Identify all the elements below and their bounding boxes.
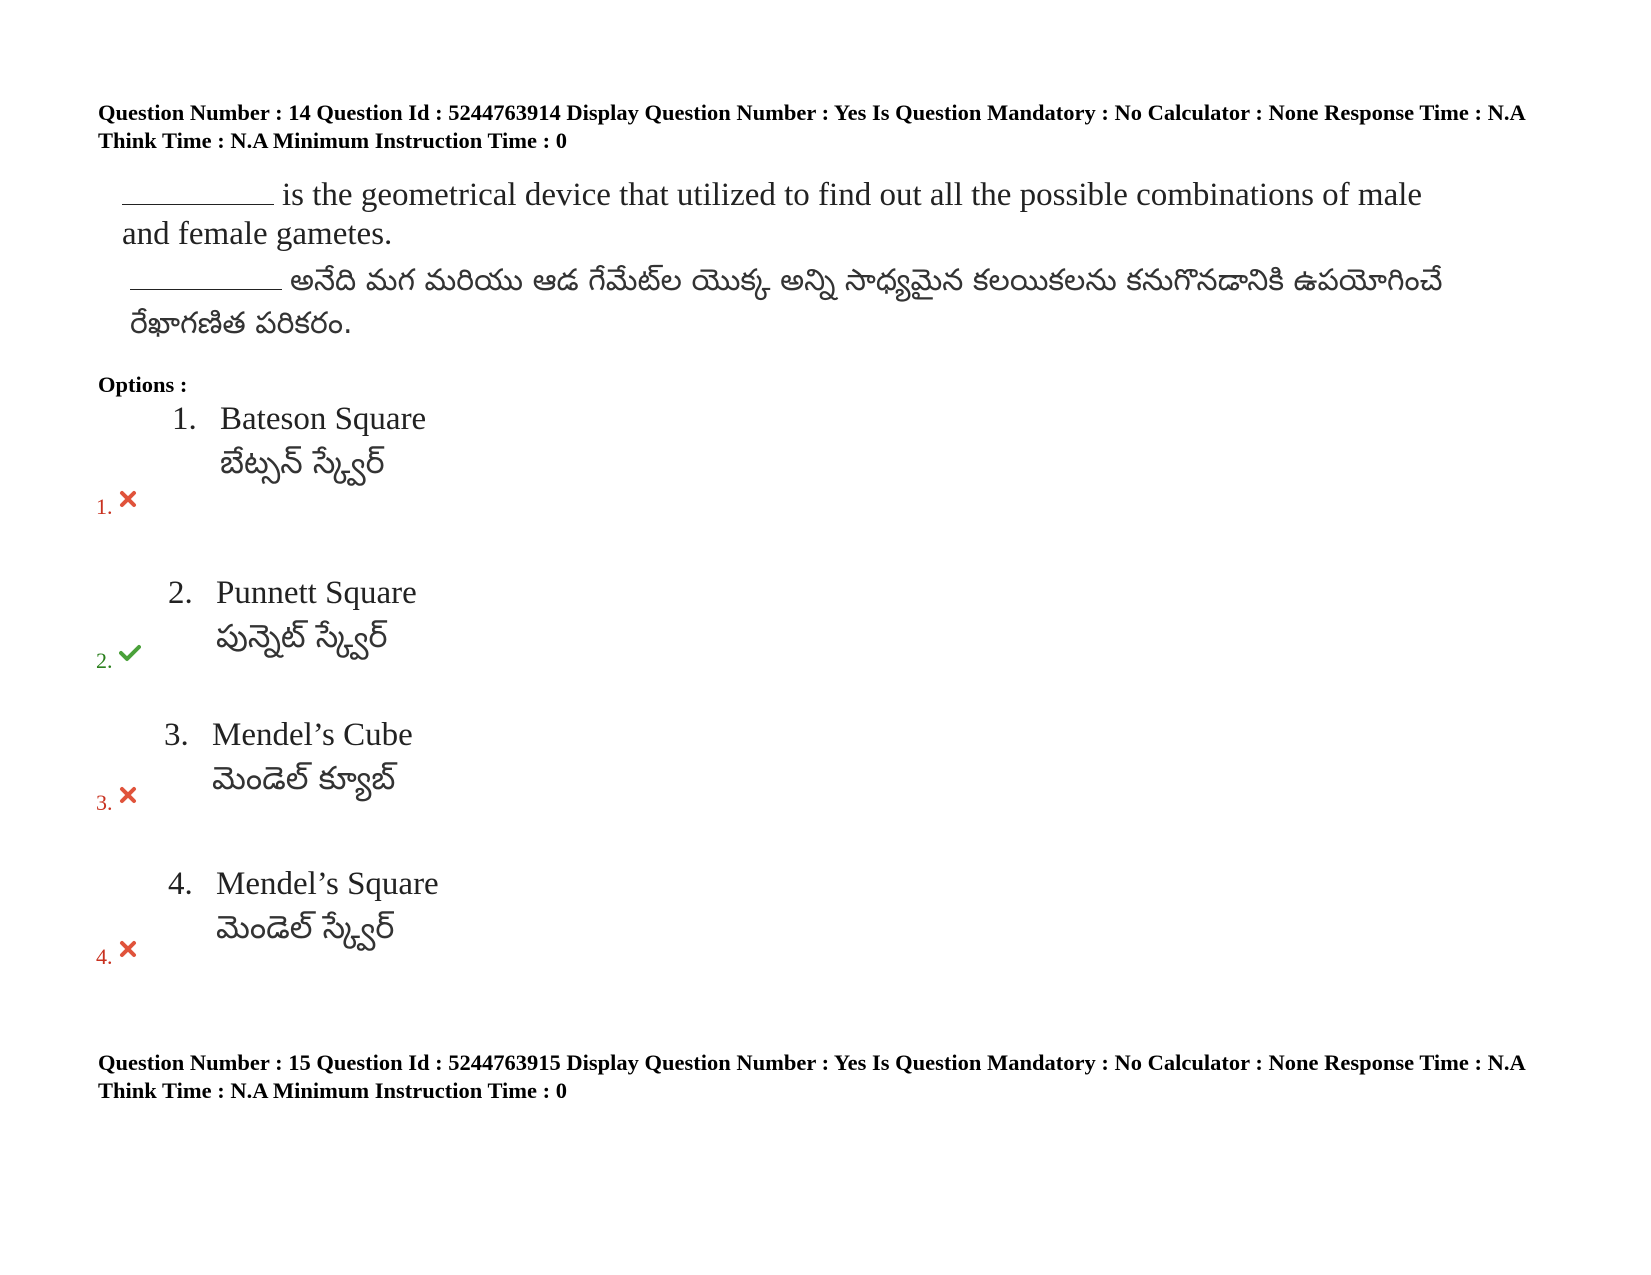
question-14-header: Question Number : 14 Question Id : 5244763914 Display Question Number : Yes Is Question Mandatory : No Calculator : None Response Time : N.A Think Time : N.A Minimum Instruction Time : 0 (98, 100, 1525, 153)
option-text-english: Bateson Square (220, 401, 427, 437)
question-stem-telugu (130, 259, 1450, 345)
option-3-marker (96, 790, 137, 816)
checkmark-icon (119, 644, 141, 662)
option-4-marker (96, 944, 137, 970)
option-number: 3. (164, 717, 189, 753)
option-text-telugu: మెండెల్ క్యూబ్ (212, 759, 396, 797)
stem-telugu-text: అనేది మగ మరియు ఆడ గేమేట్‌ల యొక్క అన్ని సాధ్యమైన కలయికలను కనుగొనడానికి ఉపయోగించే రేఖాగణిత పరికరం. (130, 263, 1443, 341)
option-2-marker (96, 648, 141, 674)
cross-icon (119, 786, 137, 804)
option-text-english: Mendel’s Cube (212, 717, 413, 753)
option-1 (172, 398, 426, 484)
option-text-telugu: బేట్సన్ స్క్వేర్ (220, 443, 385, 481)
stem-english-text: is the geometrical device that utilized to find out all the possible combinations of male and female gametes. (122, 177, 1423, 252)
option-marker-label: 1. (96, 494, 113, 519)
option-3 (164, 714, 413, 800)
option-text-telugu: పున్నెట్ స్క్వేర్ (216, 617, 388, 655)
option-number: 4. (168, 866, 193, 902)
option-1-marker (96, 494, 137, 520)
option-marker-label: 4. (96, 944, 113, 969)
option-number: 2. (168, 575, 193, 611)
cross-icon (119, 940, 137, 958)
option-4 (168, 863, 439, 949)
option-2 (168, 572, 417, 658)
option-marker-label: 2. (96, 648, 113, 673)
option-number: 1. (172, 401, 197, 437)
question-stem-english (122, 176, 1442, 254)
option-text-telugu: మెండెల్ స్క్వేర్ (216, 908, 395, 946)
option-text-english: Punnett Square (216, 575, 417, 611)
question-15-header: Question Number : 15 Question Id : 5244763915 Display Question Number : Yes Is Question Mandatory : No Calculator : None Response Time : N.A Think Time : N.A Minimum Instruction Time : 0 (98, 1050, 1525, 1103)
answer-blank (130, 263, 282, 290)
cross-icon (119, 490, 137, 508)
option-text-english: Mendel’s Square (216, 866, 439, 902)
options-label: Options : (98, 372, 188, 397)
answer-blank (122, 178, 274, 205)
option-marker-label: 3. (96, 790, 113, 815)
